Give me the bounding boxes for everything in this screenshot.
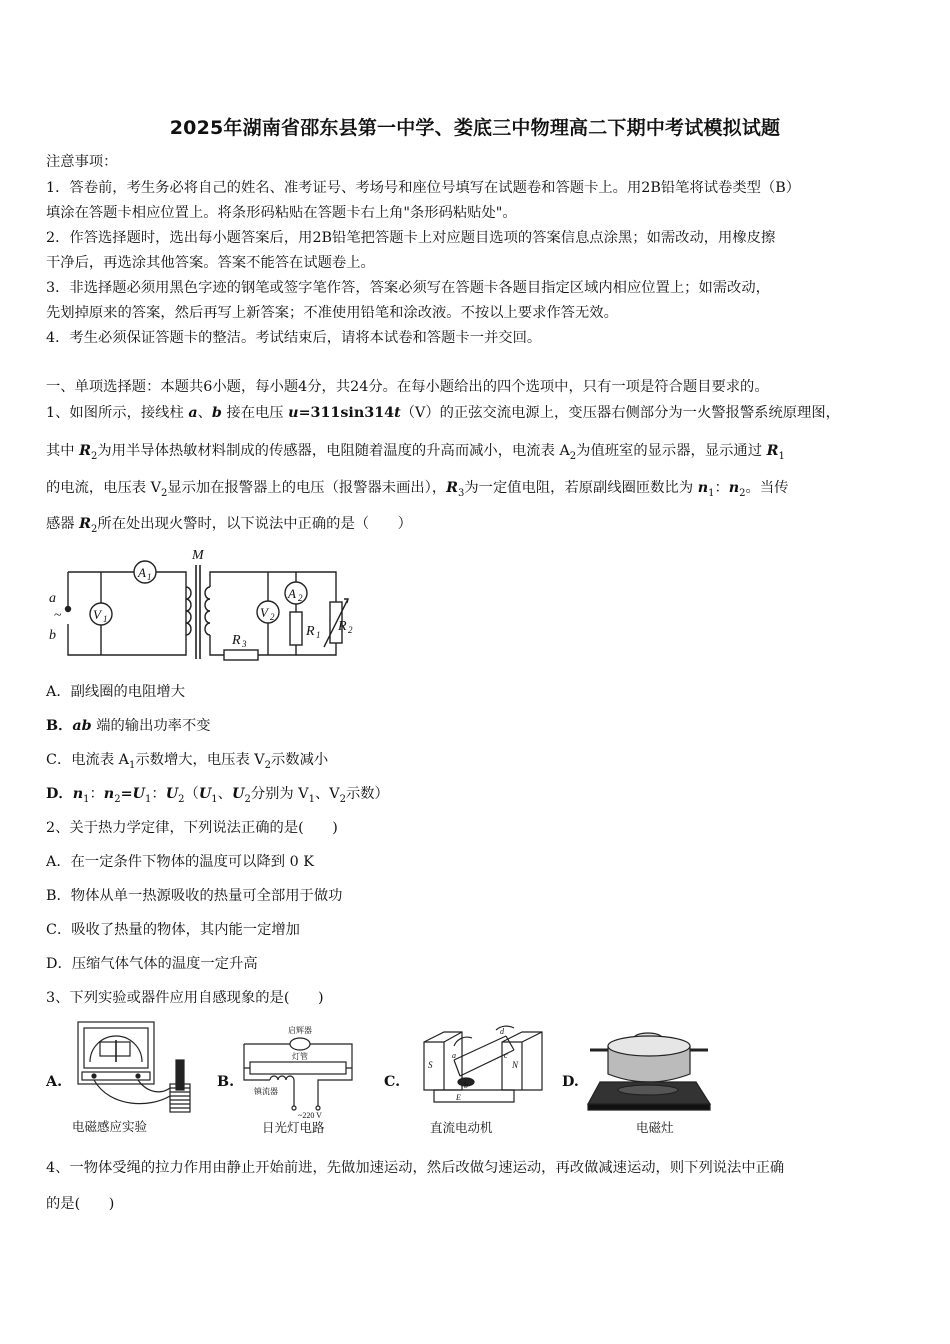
svg-text:R: R bbox=[338, 619, 347, 634]
q2-stem: 2、关于热力学定律，下列说法正确的是( ) bbox=[46, 820, 338, 836]
svg-text:~: ~ bbox=[54, 608, 62, 623]
q1-stem-line2: 其中 $R_2$为用半导体热敏材料制成的传感器，电阻随着温度的升高而减小，电流表 $A_2$为值班室的显示器，显示通过 $R_1$ bbox=[46, 443, 785, 462]
svg-text:c: c bbox=[504, 1051, 508, 1060]
notice-line: 先划掉原来的答案，然后再写上新答案；不准使用铅笔和涂改液。不按以上要求作答无效。 bbox=[46, 305, 618, 321]
notice-line: 填涂在答题卡相应位置上。将条形码粘贴在答题卡右上角"条形码粘贴处"。 bbox=[46, 205, 517, 221]
svg-text:启辉器: 启辉器 bbox=[288, 1026, 312, 1035]
notice-line: 3．非选择题必须用黑色字迹的钢笔或签字笔作答，答案必须写在答题卡各题目指定区域内相应位置上；如需改动， bbox=[46, 280, 770, 296]
svg-text:3: 3 bbox=[242, 639, 247, 649]
svg-text:镇流器: 镇流器 bbox=[254, 1087, 278, 1096]
q3-stem: 3、下列实验或器件应用自感现象的是( ) bbox=[46, 990, 324, 1006]
transformer-circuit-diagram bbox=[46, 547, 366, 672]
svg-text:a: a bbox=[49, 591, 56, 606]
q1-option-c[interactable]: C．电流表 $A_1$示数增大，电压表 $V_2$示数减小 bbox=[46, 752, 329, 771]
svg-text:A: A bbox=[288, 586, 296, 601]
electromagnetic-induction-figure bbox=[70, 1018, 200, 1136]
svg-text:d: d bbox=[500, 1027, 504, 1036]
q1-stem-line3: 的电流，电压表 $V_2$显示加在报警器上的电压（报警器未画出），$R_3$为一定值电阻，若原副线圈匝数比为 $n_1$：$n_2$。当传 bbox=[46, 480, 789, 499]
svg-text:1: 1 bbox=[147, 572, 152, 582]
notice-line: 干净后，再选涂其他答案。答案不能答在试题卷上。 bbox=[46, 255, 375, 271]
caption-a: 电磁感应实验 bbox=[72, 1120, 148, 1134]
q3-option-d-label[interactable]: D. bbox=[562, 1074, 579, 1090]
svg-text:N: N bbox=[512, 1060, 519, 1070]
q3-option-a-label[interactable]: A. bbox=[46, 1074, 63, 1090]
q2-option-c[interactable]: C．吸收了热量的物体，其内能一定增加 bbox=[46, 922, 300, 938]
svg-text:R: R bbox=[306, 624, 315, 639]
section-heading: 一、单项选择题：本题共6小题，每小题4分，共24分。在每小题给出的四个选项中，只有一项是符合题目要求的。 bbox=[46, 379, 769, 395]
svg-text:E: E bbox=[456, 1093, 461, 1102]
svg-text:V: V bbox=[93, 607, 101, 622]
notice-line: 4．考生必须保证答题卡的整洁。考试结束后，请将本试卷和答题卡一并交回。 bbox=[46, 330, 542, 346]
svg-text:1: 1 bbox=[103, 614, 108, 624]
dc-motor-figure bbox=[410, 1020, 550, 1136]
svg-text:R: R bbox=[232, 633, 241, 648]
q2-option-d[interactable]: D．压缩气体气体的温度一定升高 bbox=[46, 956, 258, 972]
svg-text:~220 V: ~220 V bbox=[298, 1111, 322, 1120]
svg-text:1: 1 bbox=[316, 630, 321, 640]
svg-text:2: 2 bbox=[298, 593, 303, 603]
q3-option-b-label[interactable]: B. bbox=[217, 1074, 235, 1090]
svg-text:b: b bbox=[49, 628, 56, 643]
fluorescent-lamp-circuit-figure bbox=[240, 1022, 360, 1136]
caption-b: 日光灯电路 bbox=[262, 1121, 325, 1135]
q2-option-b[interactable]: B．物体从单一热源吸收的热量可全部用于做功 bbox=[46, 888, 343, 904]
induction-cooker-figure bbox=[586, 1024, 716, 1136]
q1-stem-line1: 1、如图所示，接线柱 a、b 接在电压 u=311sin314t（V）的正弦交流电源上，变压器右侧部分为一火警报警系统原理图， bbox=[46, 405, 840, 421]
q4-stem-line1: 4、一物体受绳的拉力作用由静止开始前进，先做加速运动，然后改做匀速运动，再改做减速运动，则下列说法中正确 bbox=[46, 1160, 785, 1176]
q4-stem-line2: 的是( ) bbox=[46, 1196, 115, 1212]
svg-text:A: A bbox=[138, 565, 146, 580]
notice-heading: 注意事项： bbox=[46, 154, 118, 170]
notice-line: 2．作答选择题时，选出每小题答案后，用2B铅笔把答题卡上对应题目选项的答案信息点涂黑；如需改动，用橡皮擦 bbox=[46, 230, 776, 246]
notice-line: 1．答卷前，考生务必将自己的姓名、准考证号、考场号和座位号填写在试题卷和答题卡上。用2B铅笔将试卷类型（B） bbox=[46, 180, 801, 196]
caption-d: 电磁灶 bbox=[636, 1121, 674, 1135]
svg-text:a: a bbox=[452, 1051, 456, 1060]
q2-option-a[interactable]: A．在一定条件下物体的温度可以降到 0 K bbox=[46, 854, 314, 870]
svg-text:V: V bbox=[260, 605, 268, 620]
q3-option-c-label[interactable]: C. bbox=[384, 1074, 401, 1090]
svg-text:M: M bbox=[192, 548, 204, 563]
svg-text:2: 2 bbox=[348, 625, 353, 635]
svg-text:灯管: 灯管 bbox=[292, 1052, 308, 1061]
q1-stem-line4: 感器 $R_2$所在处出现火警时，以下说法中正确的是（ ） bbox=[46, 516, 412, 535]
caption-c: 直流电动机 bbox=[430, 1121, 493, 1135]
svg-text:S: S bbox=[428, 1060, 433, 1070]
q1-option-b[interactable]: B．ab 端的输出功率不变 bbox=[46, 718, 211, 734]
q1-option-a[interactable]: A．副线圈的电阻增大 bbox=[46, 684, 185, 700]
svg-text:b: b bbox=[464, 1081, 468, 1090]
page-title: 2025年湖南省邵东县第一中学、娄底三中物理高二下期中考试模拟试题 bbox=[169, 117, 781, 139]
svg-text:2: 2 bbox=[270, 612, 275, 622]
q1-option-d[interactable]: D．$n_1$：$n_2=U_1$：$U_2(U_1$、$U_2$分别为 $V_1$、$V_2$示数） bbox=[46, 786, 389, 805]
